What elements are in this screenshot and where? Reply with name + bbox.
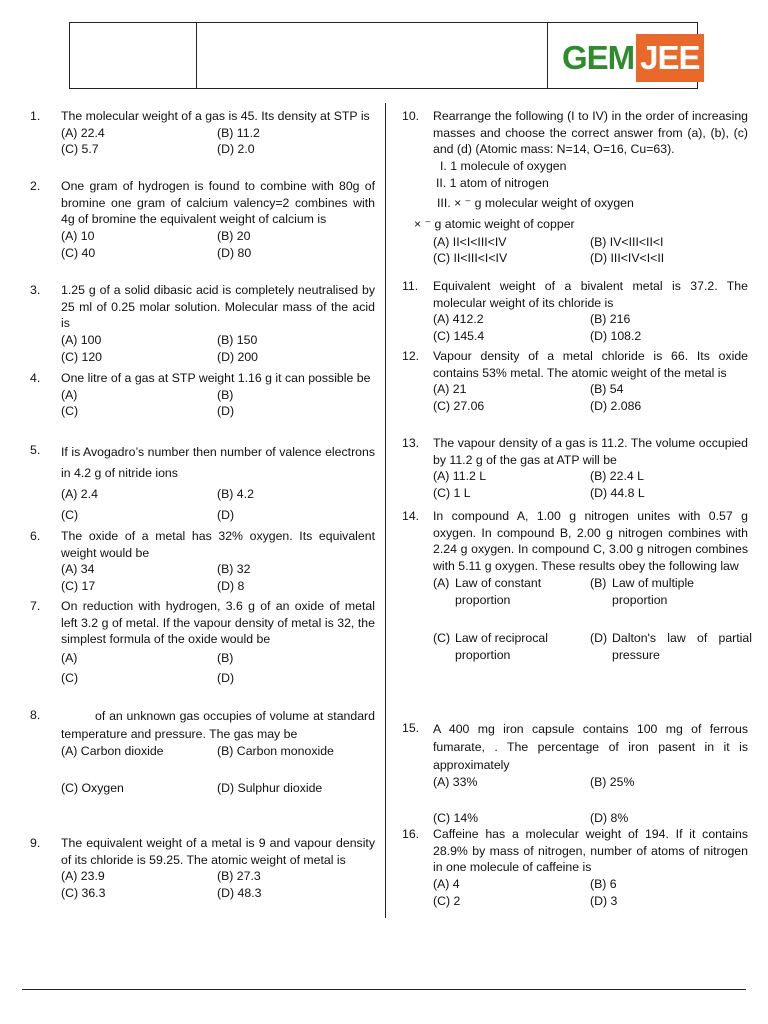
option-label: (D) (590, 631, 608, 646)
option-c: (C) 145.4 (433, 329, 485, 344)
option-b: (B) 150 (217, 333, 258, 348)
option-d: (D) (217, 404, 235, 419)
options (61, 332, 375, 365)
footer-rule (22, 989, 746, 990)
question-text: The equivalent weight of a metal is 9 and vapour density of its chloride is 59.25. The atomic weight of metal is (61, 836, 375, 867)
question-10 (402, 108, 748, 267)
option-a: (A) 100 (61, 333, 102, 348)
question-13 (402, 435, 748, 502)
option-c: (C) 36.3 (61, 886, 106, 901)
question-14 (402, 508, 752, 664)
question-9 (30, 835, 375, 902)
question-number: 4. (30, 371, 41, 385)
question-text: 1.25 g of a solid dibasic acid is completely neutralised by 25 ml of 0.25 molar solution. Molecular mass of the acid is (61, 283, 375, 331)
option-text: Dalton's law of partial pressure (612, 631, 752, 662)
option-text: Law of multiple proportion (612, 575, 695, 607)
option-d: (D) 48.3 (217, 886, 262, 901)
options (433, 876, 748, 909)
option-c: (C) 17 (61, 579, 96, 594)
question-5 (30, 442, 375, 526)
option-b (590, 575, 752, 608)
question-text: Vapour density of a metal chloride is 66. Its oxide contains 53% metal. The atomic weight of the metal is (433, 349, 748, 380)
question-text: On reduction with hydrogen, 3.6 g of an oxide of metal left 3.2 g of metal. If the vapour density of metal is 32, the simplest formula of the oxide would be (61, 599, 375, 647)
gemjee-logo (562, 34, 700, 82)
question-number: 9. (30, 836, 41, 850)
question-number: 10. (402, 109, 420, 123)
option-text: Law of constant proportion (455, 575, 542, 607)
option-d: (D) Sulphur dioxide (217, 780, 323, 795)
question-2 (30, 178, 375, 262)
option-c: (C) 5.7 (61, 142, 99, 157)
option-d: (D) (217, 508, 235, 522)
option-a: (A) II<I<III<IV (433, 234, 507, 249)
option-a: (A) 2.4 (61, 487, 98, 501)
question-number: 14. (402, 509, 420, 523)
options (433, 774, 748, 826)
option-b: (B) (217, 387, 234, 402)
option-d: (D) 108.2 (590, 329, 642, 344)
question-number: 5. (30, 443, 41, 457)
option-c: (C) II<III<I<IV (433, 251, 508, 266)
option-a: (A) Carbon dioxide (61, 744, 164, 758)
column-divider (385, 103, 386, 918)
options (61, 561, 375, 594)
question-number: 3. (30, 283, 41, 297)
option-a: (A) 33% (433, 775, 478, 789)
question-text: Equivalent weight of a bivalent metal is 37.2. The molecular weight of its chloride is (433, 279, 748, 310)
option-b: (B) 22.4 L (590, 469, 644, 484)
option-a: (A) 412.2 (433, 312, 484, 327)
options (61, 484, 375, 526)
option-d: (D) 8 (217, 579, 245, 594)
question-text: The vapour density of a gas is 11.2. The volume occupied by 11.2 g of the gas at ATP will be (433, 436, 748, 467)
option-a: (A) 23.9 (61, 869, 105, 884)
option-d: (D) 2.0 (217, 142, 255, 157)
question-text: One litre of a gas at STP weight 1.16 g it can possible be (61, 371, 371, 385)
option-c (433, 630, 590, 663)
header-divider (196, 23, 197, 88)
option-d: (D) 2.086 (590, 399, 642, 414)
header-box (69, 22, 698, 89)
question-12 (402, 348, 748, 415)
option-d: (D) (217, 671, 235, 686)
option-c: (C) (61, 671, 79, 686)
question-7 (30, 598, 375, 688)
option-b: (B) Carbon monoxide (217, 744, 334, 758)
option-a: (A) (61, 651, 78, 666)
option-b: (B) 27.3 (217, 869, 261, 884)
question-number: 13. (402, 436, 420, 450)
logo-gem-text: GEM (562, 34, 636, 82)
question-number: 12. (402, 349, 420, 363)
question-text: If is Avogadro’s number then number of valence electrons in 4.2 g of nitride ions (61, 445, 375, 480)
option-b: (B) 25% (590, 775, 635, 789)
option-d: (D) III<IV<I<II (590, 251, 665, 266)
option-c: (C) (61, 404, 79, 419)
logo-jee-text: JEE (636, 34, 703, 82)
option-c: (C) 120 (61, 349, 103, 364)
option-text: Law of reciprocal proportion (455, 631, 548, 662)
option-b: (B) 20 (217, 229, 251, 244)
option-c: (C) 27.06 (433, 399, 485, 414)
header-divider (547, 23, 548, 88)
question-text: Caffeine has a molecular weight of 194. If it contains 28.9% by mass of nitrogen, number of atoms of nitrogen in one molecule of caffeine is (433, 827, 748, 875)
question-4 (30, 370, 375, 420)
option-c: (C) (61, 508, 79, 522)
question-number: 15. (402, 721, 420, 735)
option-c: (C) 2 (433, 893, 461, 908)
options (61, 648, 375, 688)
option-b: (B) 32 (217, 562, 251, 577)
option-b: (B) 4.2 (217, 487, 254, 501)
option-d: (D) 8% (590, 810, 629, 825)
question-number: 1. (30, 109, 41, 123)
option-d: (D) 200 (217, 349, 259, 364)
question-text: In compound A, 1.00 g nitrogen unites with 0.57 g oxygen. In compound B, 2.00 g nitrogen combines with 2.24 g oxygen. In compound C, 3.00 g nitrogen combines with 5.11 g oxygen. These results obey the following law (433, 509, 748, 574)
question-3 (30, 282, 375, 366)
question-text: The molecular weight of a gas is 45. Its density at STP is (61, 109, 370, 123)
question-1 (30, 108, 375, 158)
option-b: (B) IV<III<II<I (590, 234, 664, 249)
roman-item-4: × ⁻ g atomic weight of copper (414, 216, 575, 231)
option-d: (D) 80 (217, 245, 252, 260)
roman-item-2: II. 1 atom of nitrogen (436, 175, 549, 190)
option-a: (A) 11.2 L (433, 469, 487, 484)
question-text: A 400 mg iron capsule contains 100 mg of ferrous fumarate, . The percentage of iron pasent in it is approximately (433, 722, 748, 772)
option-b: (B) 11.2 (217, 125, 260, 140)
question-15 (402, 720, 748, 826)
question-8 (30, 707, 375, 796)
question-6 (30, 528, 375, 595)
option-a: (A) 22.4 (61, 125, 105, 140)
option-d (590, 630, 752, 663)
option-label: (A) (433, 575, 450, 590)
option-b: (B) 216 (590, 312, 631, 327)
option-label: (C) (433, 631, 451, 646)
question-11 (402, 278, 748, 345)
option-b: (B) (217, 651, 234, 666)
options (61, 228, 375, 261)
option-label: (B) (590, 575, 607, 590)
options (433, 468, 748, 501)
option-c: (C) 40 (61, 245, 96, 260)
question-number: 11. (402, 279, 419, 293)
options (61, 387, 375, 420)
option-b: (B) 54 (590, 382, 624, 397)
option-b: (B) 6 (590, 877, 617, 892)
question-number: 7. (30, 599, 41, 613)
options (61, 125, 375, 158)
options (433, 381, 748, 414)
option-a (433, 575, 590, 608)
option-d: (D) 3 (590, 893, 618, 908)
options (61, 743, 375, 796)
option-a: (A) 4 (433, 877, 460, 892)
question-text: One gram of hydrogen is found to combine with 80g of bromine one gram of calcium valency=2 combines with 4g of bromine the equivalent weight of calcium is (61, 179, 375, 227)
options (433, 311, 748, 344)
question-text: The oxide of a metal has 32% oxygen. Its equivalent weight would be (61, 529, 375, 560)
question-text: Rearrange the following (I to IV) in the order of increasing masses and choose the correct answer from (a), (b), (c) and (d) (Atomic mass: N=14, O=16, Cu=63). (433, 109, 748, 157)
question-number: 16. (402, 827, 420, 841)
roman-item-3: III. × ⁻ g molecular weight of oxygen (437, 195, 634, 210)
option-a: (A) 10 (61, 229, 95, 244)
option-c: (C) 1 L (433, 486, 471, 501)
options (61, 868, 375, 901)
option-a: (A) (61, 387, 78, 402)
question-number: 8. (30, 708, 41, 722)
options (433, 575, 752, 664)
question-number: 6. (30, 529, 41, 543)
question-number: 2. (30, 179, 41, 193)
option-c: (C) 14% (433, 810, 479, 825)
question-16 (402, 826, 748, 910)
option-c: (C) Oxygen (61, 780, 124, 795)
question-text: of an unknown gas occupies of volume at standard temperature and pressure. The gas may be (61, 709, 375, 741)
roman-item-1: I. 1 molecule of oxygen (440, 159, 567, 174)
option-a: (A) 34 (61, 562, 95, 577)
option-a: (A) 21 (433, 382, 467, 397)
option-d: (D) 44.8 L (590, 486, 645, 501)
options (433, 234, 748, 267)
